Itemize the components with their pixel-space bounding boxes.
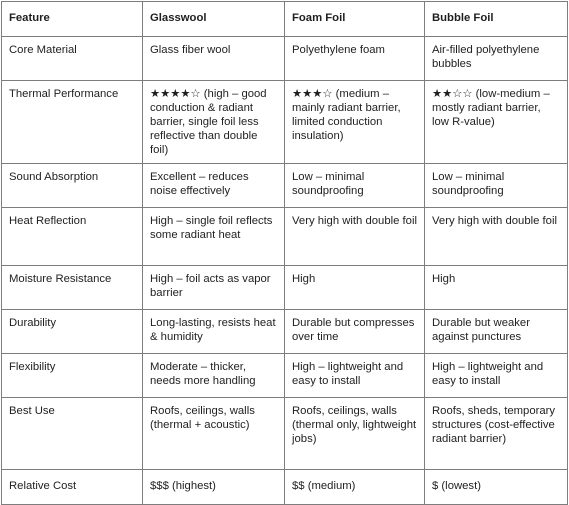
table-header-row [2, 2, 568, 37]
cell-foam-foil: Durable but compresses over time [285, 310, 425, 354]
table-row-sound-absorption [2, 164, 568, 208]
cell-feature: Flexibility [2, 354, 143, 398]
table-row-flexibility [2, 354, 568, 398]
table-row-best-use [2, 398, 568, 470]
cell-glasswool: Glass fiber wool [143, 37, 285, 81]
cell-glasswool: ★★★★☆ (high – good conduction & radiant barrier, single foil less reflective than double foil) [143, 81, 285, 164]
header-bubble-foil: Bubble Foil [425, 2, 568, 37]
cell-feature: Core Material [2, 37, 143, 81]
cell-glasswool: $$$ (highest) [143, 470, 285, 505]
cell-foam-foil: Roofs, ceilings, walls (thermal only, lightweight jobs) [285, 398, 425, 470]
cell-foam-foil: Very high with double foil [285, 208, 425, 266]
cell-feature: Moisture Resistance [2, 266, 143, 310]
cell-feature: Heat Reflection [2, 208, 143, 266]
cell-glasswool: Moderate – thicker, needs more handling [143, 354, 285, 398]
table-row-thermal-performance [2, 81, 568, 164]
cell-glasswool: Roofs, ceilings, walls (thermal + acoustic) [143, 398, 285, 470]
cell-foam-foil: High [285, 266, 425, 310]
header-feature: Feature [2, 2, 143, 37]
cell-foam-foil: Low – minimal soundproofing [285, 164, 425, 208]
cell-bubble-foil: ★★☆☆ (low-medium – mostly radiant barrier, low R-value) [425, 81, 568, 164]
cell-bubble-foil: Air-filled polyethylene bubbles [425, 37, 568, 81]
comparison-table-container [1, 1, 568, 505]
cell-bubble-foil: High [425, 266, 568, 310]
cell-foam-foil: ★★★☆ (medium – mainly radiant barrier, limited conduction insulation) [285, 81, 425, 164]
cell-bubble-foil: Very high with double foil [425, 208, 568, 266]
header-glasswool: Glasswool [143, 2, 285, 37]
cell-bubble-foil: Low – minimal soundproofing [425, 164, 568, 208]
cell-glasswool: High – single foil reflects some radiant heat [143, 208, 285, 266]
cell-glasswool: Long-lasting, resists heat & humidity [143, 310, 285, 354]
cell-feature: Durability [2, 310, 143, 354]
cell-foam-foil: Polyethylene foam [285, 37, 425, 81]
cell-feature: Best Use [2, 398, 143, 470]
cell-bubble-foil: Durable but weaker against punctures [425, 310, 568, 354]
table-row-heat-reflection [2, 208, 568, 266]
cell-glasswool: Excellent – reduces noise effectively [143, 164, 285, 208]
cell-feature: Thermal Performance [2, 81, 143, 164]
insulation-comparison-table [1, 1, 568, 505]
cell-foam-foil: High – lightweight and easy to install [285, 354, 425, 398]
cell-foam-foil: $$ (medium) [285, 470, 425, 505]
cell-bubble-foil: High – lightweight and easy to install [425, 354, 568, 398]
header-foam-foil: Foam Foil [285, 2, 425, 37]
table-row-core-material [2, 37, 568, 81]
table-row-relative-cost [2, 470, 568, 505]
table-row-durability [2, 310, 568, 354]
cell-feature: Relative Cost [2, 470, 143, 505]
cell-bubble-foil: Roofs, sheds, temporary structures (cost-effective radiant barrier) [425, 398, 568, 470]
table-row-moisture-resistance [2, 266, 568, 310]
cell-glasswool: High – foil acts as vapor barrier [143, 266, 285, 310]
cell-bubble-foil: $ (lowest) [425, 470, 568, 505]
cell-feature: Sound Absorption [2, 164, 143, 208]
